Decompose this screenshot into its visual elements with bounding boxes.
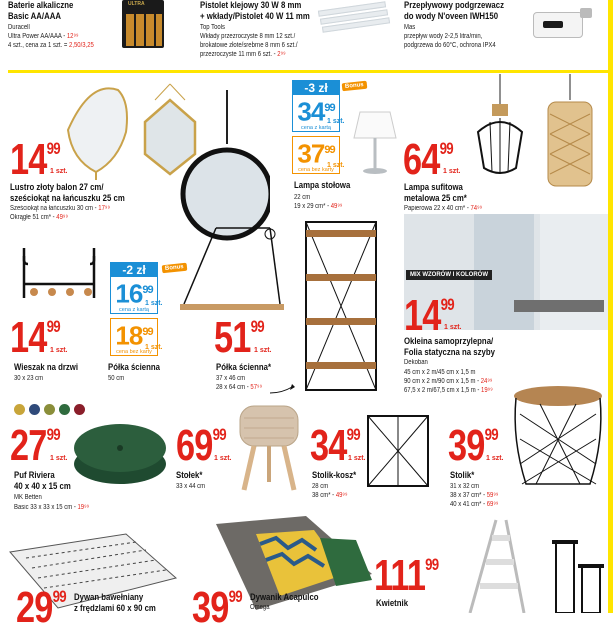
shelf-small-per: 1 szt. bbox=[145, 344, 163, 351]
top-strip bbox=[0, 0, 613, 72]
side-table-price-int: 39 bbox=[448, 421, 485, 470]
color-swatch[interactable] bbox=[29, 404, 40, 415]
mirror-line2-text: Okrągłe 51 cm* - bbox=[10, 214, 57, 221]
side-table-line1: 31 x 32 cm bbox=[450, 483, 480, 490]
foil-line2 bbox=[404, 377, 492, 386]
basket-table-per: 1 szt. bbox=[348, 455, 366, 462]
side-table-svg bbox=[510, 384, 606, 494]
heater-image bbox=[533, 2, 595, 42]
balloon-mirror bbox=[68, 88, 127, 172]
pouf-line1-text: Basic 33 x 33 x 15 cm - bbox=[14, 504, 78, 511]
table-lamp-note: cena bez karty bbox=[298, 166, 334, 173]
shelf-small-title: Półka ścienna bbox=[108, 362, 160, 373]
table-lamp-shade bbox=[354, 112, 396, 138]
ceiling-lamp-line1-price: 74⁹⁹ bbox=[470, 205, 483, 212]
glue-gun-desc-price: 2⁹⁹ bbox=[277, 51, 286, 58]
hanger-knob bbox=[66, 288, 74, 296]
shelf-small-image bbox=[176, 226, 286, 322]
foil-per: 1 szt. bbox=[444, 324, 462, 331]
shelf-small-card-note: cena z kartą bbox=[119, 306, 149, 313]
side-table-line2-text: 38 x 37 cm* - bbox=[450, 492, 487, 499]
mirror-price-int: 14 bbox=[10, 135, 47, 184]
basket-table-svg bbox=[364, 412, 434, 494]
shelf-tall-price-int: 51 bbox=[214, 313, 251, 362]
heater-brand: Mas bbox=[404, 24, 416, 31]
foil-line1: 45 cm x 2 m/45 cm x 1,5 m bbox=[404, 369, 476, 376]
table-lamp-image bbox=[352, 108, 398, 176]
glue-gun-desc-text: Wkłady przezroczyste 8 mm 12 szt./ brokatowe złote/srebrne 8 mm 6 szt./ przezroczyste 11 mm 6 szt. - bbox=[200, 33, 298, 58]
ceiling-lamp-line1-text: Papierowa 22 x 40 cm* - bbox=[404, 205, 471, 212]
battery-pack-image bbox=[122, 0, 164, 48]
shelf-tall-svg bbox=[296, 218, 392, 398]
metal-lamp-top bbox=[492, 104, 508, 116]
battery-cell bbox=[146, 14, 154, 46]
mirror-line2 bbox=[10, 213, 68, 222]
battery-brand: Duracell bbox=[8, 24, 30, 31]
shelf-small-bonus-badge: Bonus bbox=[162, 263, 187, 274]
heater-display bbox=[543, 21, 563, 28]
foil-title: Okleina samoprzylepna/ Folia statyczna na szyby bbox=[404, 336, 495, 358]
stool-title: Stołek* bbox=[176, 470, 203, 481]
rug-cotton-price-int: 29 bbox=[16, 583, 53, 632]
rug-acapulco-price-dec: 99 bbox=[228, 587, 242, 606]
battery-line1-text: Ultra Power AA/AAA - bbox=[8, 33, 67, 40]
mirror-line1-price: 17⁹⁹ bbox=[98, 205, 111, 212]
side-table-line3 bbox=[450, 500, 498, 509]
hex-chain bbox=[155, 84, 170, 100]
glue-sticks-image bbox=[318, 0, 388, 40]
rug-cotton-price bbox=[16, 583, 66, 632]
hanger-price-int: 14 bbox=[10, 313, 47, 362]
ceiling-lamp-price-int: 64 bbox=[403, 135, 440, 184]
table-lamp-per: 1 szt. bbox=[327, 162, 345, 169]
basket-table-line1: 28 cm bbox=[312, 483, 329, 490]
table-lamp-price-dec: 99 bbox=[324, 144, 335, 156]
side-table-price-dec: 99 bbox=[484, 425, 498, 444]
flower-stand-price-int: 111 bbox=[374, 551, 426, 600]
foil-price-dec: 99 bbox=[440, 295, 454, 314]
table-lamp-line2-price: 49⁹⁹ bbox=[330, 203, 343, 210]
foil-line2-text: 90 cm x 2 m/90 cm x 1,5 m - bbox=[404, 378, 481, 385]
shelf-small-discount: -2 zł bbox=[111, 263, 157, 277]
foil-brand: Dekoban bbox=[404, 359, 428, 366]
shelf-board bbox=[180, 304, 284, 310]
ceiling-lamp-image bbox=[470, 74, 605, 204]
rug-cotton-title: Dywan bawełniany z frędzlami 60 x 90 cm bbox=[74, 592, 156, 614]
basket-table-price-int: 34 bbox=[310, 421, 347, 470]
side-table-line2 bbox=[450, 491, 498, 500]
flower-stand-image bbox=[466, 516, 608, 613]
stool-svg bbox=[232, 404, 306, 492]
stool-price-int: 69 bbox=[176, 421, 213, 470]
ceiling-lamp-line1 bbox=[404, 204, 482, 213]
plant-stand-short bbox=[582, 566, 600, 613]
pouf-line1 bbox=[14, 503, 89, 512]
color-swatch[interactable] bbox=[14, 404, 25, 415]
hex-chain bbox=[170, 84, 185, 100]
basket-table-price-dec: 99 bbox=[346, 425, 360, 444]
basket-table-title: Stolik-kosz* bbox=[312, 470, 357, 481]
shelf-small-note: cena bez karty bbox=[116, 348, 152, 355]
table-lamp-discount: -3 zł bbox=[293, 81, 339, 95]
round-mirror bbox=[183, 150, 270, 238]
basket-table-line2-text: 38 cm* - bbox=[312, 492, 336, 499]
heater-tap bbox=[580, 8, 592, 18]
hanger-price-dec: 99 bbox=[46, 317, 60, 336]
glue-gun-title: Pistolet klejowy 30 W 8 mm + wkłady/Pistolet 40 W 11 mm bbox=[200, 0, 310, 22]
top-divider bbox=[8, 70, 613, 73]
battery-line2-price: 2,50/3,25 bbox=[69, 42, 94, 49]
table-lamp-title: Lampa stołowa bbox=[294, 180, 351, 191]
ceiling-lamp-per: 1 szt. bbox=[443, 168, 461, 175]
hanger-line1: 30 x 23 cm bbox=[14, 375, 44, 382]
side-table-wires bbox=[520, 404, 596, 484]
rug-acapulco-price-int: 39 bbox=[192, 583, 229, 632]
right-edge-bar bbox=[608, 0, 613, 613]
table-lamp-bonus-badge: Bonus bbox=[342, 81, 367, 92]
glue-gun-brand: Top Tools bbox=[200, 24, 226, 31]
stool-leg bbox=[244, 446, 254, 490]
table-lamp-card-price-dec: 99 bbox=[324, 102, 335, 114]
table-lamp-card-note: cena z kartą bbox=[301, 124, 331, 131]
battery-line2-text: 4 szt., cena za 1 szt. = bbox=[8, 42, 70, 49]
foil-line2-price: 24⁹⁹ bbox=[480, 378, 493, 385]
battery-pack-label: ULTRA bbox=[128, 1, 145, 7]
ceiling-lamp-price-dec: 99 bbox=[439, 139, 453, 158]
shelf-small-card-price-dec: 99 bbox=[142, 284, 153, 296]
arrow-svg bbox=[268, 383, 296, 395]
shelf-small-price-dec: 99 bbox=[142, 326, 153, 338]
hanger-knob bbox=[30, 288, 38, 296]
pouf-button bbox=[117, 445, 123, 451]
side-table-image bbox=[510, 384, 606, 494]
stool-image bbox=[232, 404, 306, 492]
ceiling-lamps-svg bbox=[470, 74, 605, 204]
color-swatch[interactable] bbox=[59, 404, 70, 415]
shelf-small-price-int: 18 bbox=[115, 320, 143, 351]
mirror-image bbox=[60, 82, 270, 242]
shelf-small-card-per: 1 szt. bbox=[145, 300, 163, 307]
battery-title: Baterie alkaliczne Basic AA/AAA bbox=[8, 0, 74, 22]
basket-table-line2 bbox=[312, 491, 348, 500]
window-pane bbox=[540, 214, 608, 330]
mirror-title: Lustro złoty balon 27 cm/ sześciokąt na łańcuszku 25 cm bbox=[10, 182, 125, 204]
mirrors-svg bbox=[60, 82, 270, 242]
plant-stand-tall bbox=[556, 542, 574, 613]
metal-lamp-bar bbox=[508, 122, 510, 172]
shelf-tall-line2 bbox=[216, 383, 262, 392]
shelf-tall-per: 1 szt. bbox=[254, 347, 272, 354]
side-table-line2-price: 59⁹⁹ bbox=[486, 492, 499, 499]
hanger-image bbox=[10, 246, 105, 306]
shelf-tier bbox=[306, 318, 376, 325]
mirror-per: 1 szt. bbox=[50, 168, 68, 175]
shelf-small-line1: 50 cm bbox=[108, 375, 125, 382]
heater-title: Przepływowy podgrzewacz do wody N'oveen IWH150 bbox=[404, 0, 505, 22]
shelf-wire bbox=[270, 228, 280, 304]
flower-stand-title: Kwietnik bbox=[376, 598, 409, 609]
arrow-head bbox=[290, 384, 295, 390]
stool-per: 1 szt. bbox=[214, 455, 232, 462]
basket-table-image bbox=[364, 412, 434, 494]
table-lamp-card-price-int: 34 bbox=[297, 96, 325, 127]
table-lamp-line2-text: 19 x 29 cm* - bbox=[294, 203, 331, 210]
shelf-small-svg bbox=[176, 226, 286, 322]
flower-stand-price-dec: 99 bbox=[425, 555, 439, 574]
side-table-line3-price: 69⁹⁹ bbox=[486, 501, 499, 508]
rug-acapulco-price bbox=[192, 583, 242, 632]
hanger-knob bbox=[48, 288, 56, 296]
plant-stand-top bbox=[552, 540, 578, 544]
pouf-price-dec: 99 bbox=[46, 425, 60, 444]
hanger-svg bbox=[10, 246, 105, 306]
hanger-title: Wieszak na drzwi bbox=[14, 362, 79, 373]
battery-line1 bbox=[8, 32, 79, 41]
rug-cotton-price-dec: 99 bbox=[52, 587, 66, 606]
ladder-rail bbox=[470, 520, 524, 613]
basket-table-line2-price: 49⁹⁹ bbox=[335, 492, 348, 499]
foil-line3-text: 67,5 x 2 m/67,5 cm x 1,5 m - bbox=[404, 387, 482, 394]
battery-line1-price: 12⁹⁹ bbox=[66, 33, 79, 40]
shelf-tier bbox=[306, 230, 376, 237]
metal-lamp-bar bbox=[490, 122, 492, 172]
shelf-tier bbox=[306, 274, 376, 281]
foil-mix-badge: MIX WZORÓW I KOLORÓW bbox=[406, 270, 492, 280]
pouf-line1-price: 19⁹⁹ bbox=[77, 504, 90, 511]
pouf-price-int: 27 bbox=[10, 421, 47, 470]
pouf-svg bbox=[70, 418, 170, 488]
shelf-wire bbox=[184, 228, 216, 304]
arrow-line bbox=[270, 387, 292, 393]
shelf-small-card-price-int: 16 bbox=[115, 278, 143, 309]
shelf-tier bbox=[306, 362, 376, 369]
hanger-per: 1 szt. bbox=[50, 347, 68, 354]
hex-mirror bbox=[145, 100, 195, 174]
stool-price-dec: 99 bbox=[212, 425, 226, 444]
pointer-arrow-icon bbox=[268, 382, 296, 394]
pouf-title: Puf Riviera 40 x 40 x 15 cm bbox=[14, 470, 71, 492]
mirror-line1-text: Sześciokąt na łańcuszku 30 cm - bbox=[10, 205, 99, 212]
hanger-knob bbox=[84, 288, 92, 296]
rug-acapulco-title: Dywanik Acapulco bbox=[250, 592, 319, 603]
foil-line3-price: 19⁹⁹ bbox=[481, 387, 493, 394]
side-table-per: 1 szt. bbox=[486, 455, 504, 462]
shelf-tall-price-dec: 99 bbox=[250, 317, 264, 336]
mirror-line2-price: 49⁹⁹ bbox=[56, 214, 69, 221]
battery-line2 bbox=[8, 41, 94, 50]
table-lamp-price-int: 37 bbox=[297, 138, 325, 169]
flower-stand-svg bbox=[466, 516, 608, 613]
glue-gun-desc bbox=[200, 32, 298, 59]
stool-line1: 33 x 44 cm bbox=[176, 483, 206, 490]
ceiling-lamp-title: Lampa sufitowa metalowa 25 cm* bbox=[404, 182, 467, 204]
side-table-top bbox=[514, 386, 602, 406]
flower-stand-price bbox=[374, 551, 439, 600]
mirror-price-dec: 99 bbox=[46, 139, 60, 158]
table-lamp-base bbox=[363, 168, 387, 174]
side-table-line3-text: 40 x 41 cm* - bbox=[450, 501, 487, 508]
rug-acapulco-brand: Omega bbox=[250, 604, 270, 611]
table-lamp-line2 bbox=[294, 202, 342, 211]
stool-seat bbox=[240, 406, 298, 446]
stool-leg bbox=[284, 446, 294, 490]
plant-stand-top bbox=[578, 564, 604, 568]
battery-cell bbox=[156, 14, 162, 46]
pouf-image bbox=[70, 418, 170, 488]
side-table-title: Stolik* bbox=[450, 470, 475, 481]
color-swatch[interactable] bbox=[44, 404, 55, 415]
shelf-tall-line1: 37 x 46 cm bbox=[216, 375, 246, 382]
heater-desc: przepływ wody 2-2,5 litra/min, podgrzewa do 60°C, ochrona IPX4 bbox=[404, 33, 496, 49]
pouf-brand: MK Betten bbox=[14, 494, 42, 501]
battery-cell bbox=[136, 14, 144, 46]
foil-line3 bbox=[404, 386, 493, 395]
table-lamp-line1: 22 cm bbox=[294, 194, 311, 201]
shelf-tall-line2-price: 57⁹⁹ bbox=[250, 384, 263, 391]
battery-cell bbox=[126, 14, 134, 46]
color-swatch[interactable] bbox=[74, 404, 85, 415]
pouf-per: 1 szt. bbox=[50, 455, 68, 462]
shelf-tall-line2-text: 28 x 64 cm - bbox=[216, 384, 251, 391]
mirror-line1 bbox=[10, 204, 110, 213]
foil-price-int: 14 bbox=[404, 291, 441, 340]
window-table bbox=[514, 300, 604, 312]
table-lamp-svg bbox=[352, 108, 398, 176]
shelf-tall-image bbox=[296, 218, 392, 398]
shelf-tall-title: Półka ścienna* bbox=[216, 362, 271, 373]
table-lamp-card-per: 1 szt. bbox=[327, 118, 345, 125]
